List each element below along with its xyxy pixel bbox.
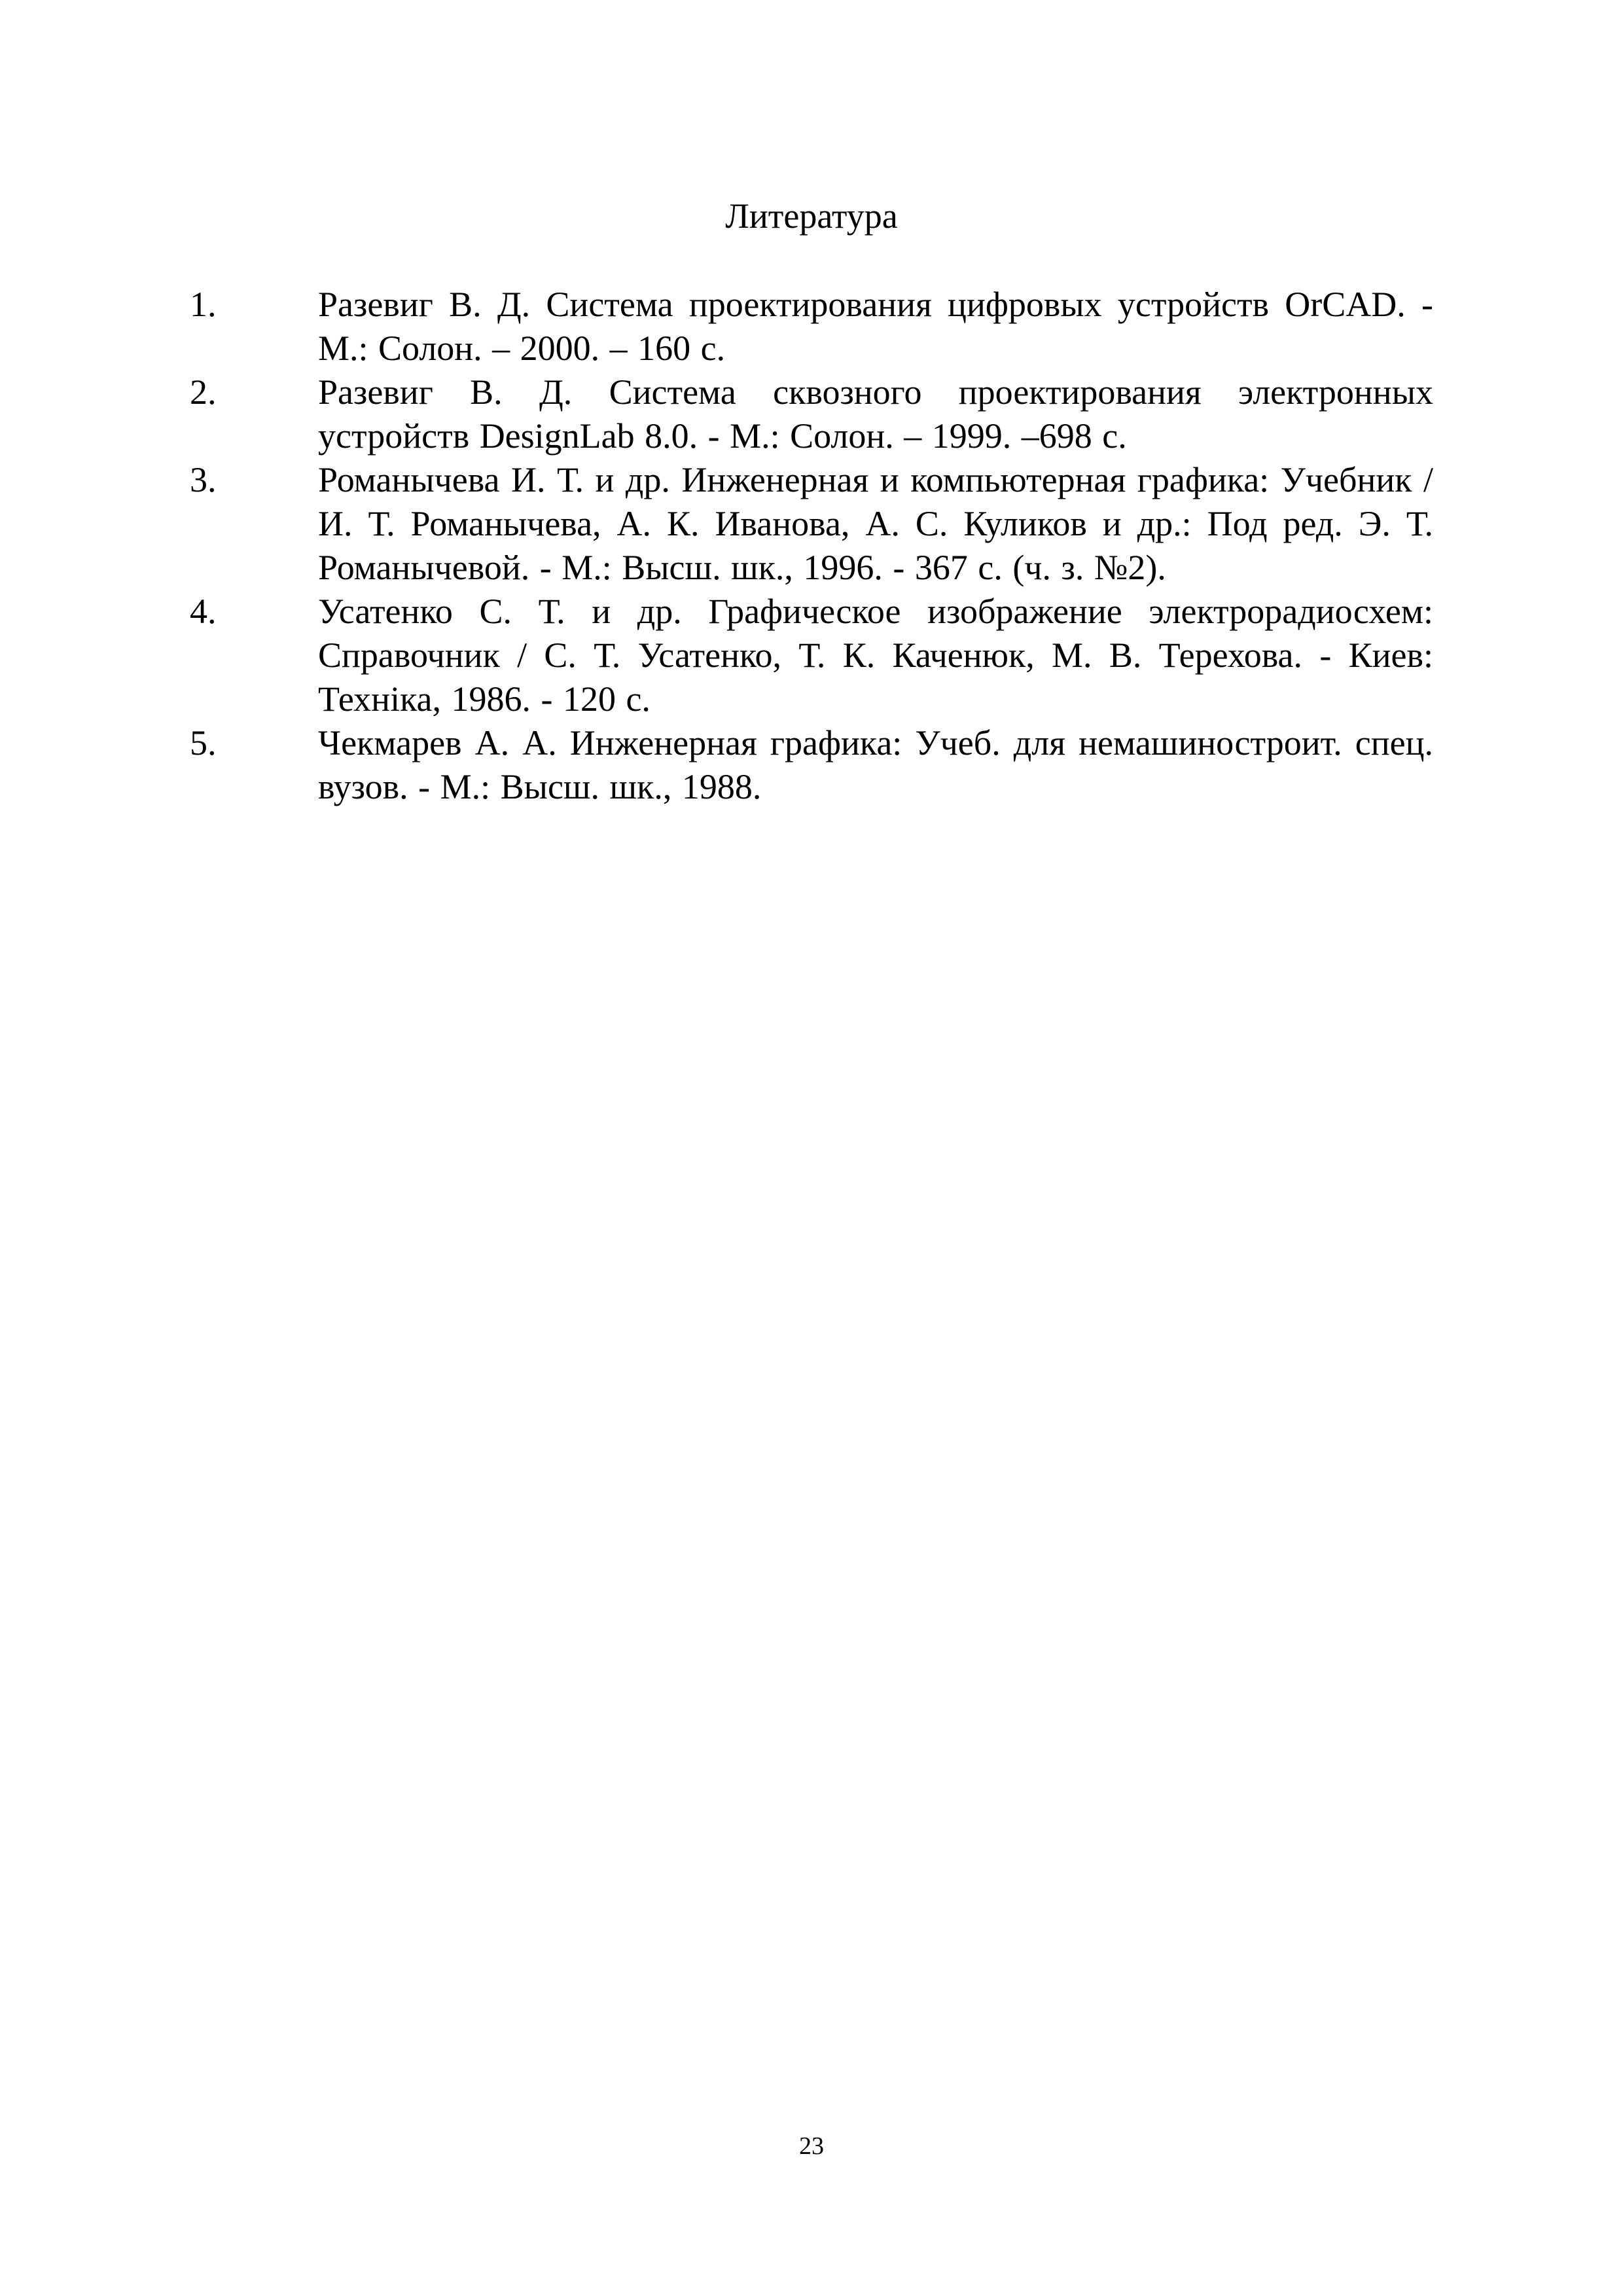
reference-item-2 <box>190 370 1433 458</box>
reference-text: Чекмарев А. А. Инженерная графика: Учеб. для немашиностроит. спец. вузов. - М.: Высш. шк., 1988. <box>318 723 1433 806</box>
reference-item-4 <box>190 590 1433 721</box>
reference-item-3 <box>190 458 1433 590</box>
page-title: Литература <box>725 196 898 236</box>
reference-text: Разевиг В. Д. Система проектирования цифровых устройств OrCAD. - М.: Солон. – 2000. – 160 с. <box>318 285 1433 368</box>
page-number: 23 <box>799 2132 824 2160</box>
reference-number: 4. <box>190 592 217 631</box>
reference-item-1 <box>190 283 1433 370</box>
reference-text: Разевиг В. Д. Система сквозного проектирования электронных устройств DesignLab 8.0. - М.: Солон. – 1999. –698 с. <box>318 372 1433 456</box>
reference-text: Романычева И. Т. и др. Инженерная и компьютерная графика: Учебник / И. Т. Романычева, А. К. Иванова, А. С. Куликов и др.: Под ред. Э. Т. Романычевой. - М.: Высш. шк., 1996. - 367 с. (ч. з. №2). <box>318 460 1433 587</box>
reference-number: 2. <box>190 372 217 412</box>
reference-list <box>190 283 1433 809</box>
reference-number: 3. <box>190 460 217 499</box>
reference-number: 5. <box>190 723 217 762</box>
reference-number: 1. <box>190 285 217 324</box>
reference-text: Усатенко С. Т. и др. Графическое изображение электрорадиосхем: Справочник / С. Т. Усатенко, Т. К. Каченюк, М. В. Терехова. - Киев: Техніка, 1986. - 120 с. <box>318 592 1433 719</box>
reference-item-5 <box>190 721 1433 809</box>
